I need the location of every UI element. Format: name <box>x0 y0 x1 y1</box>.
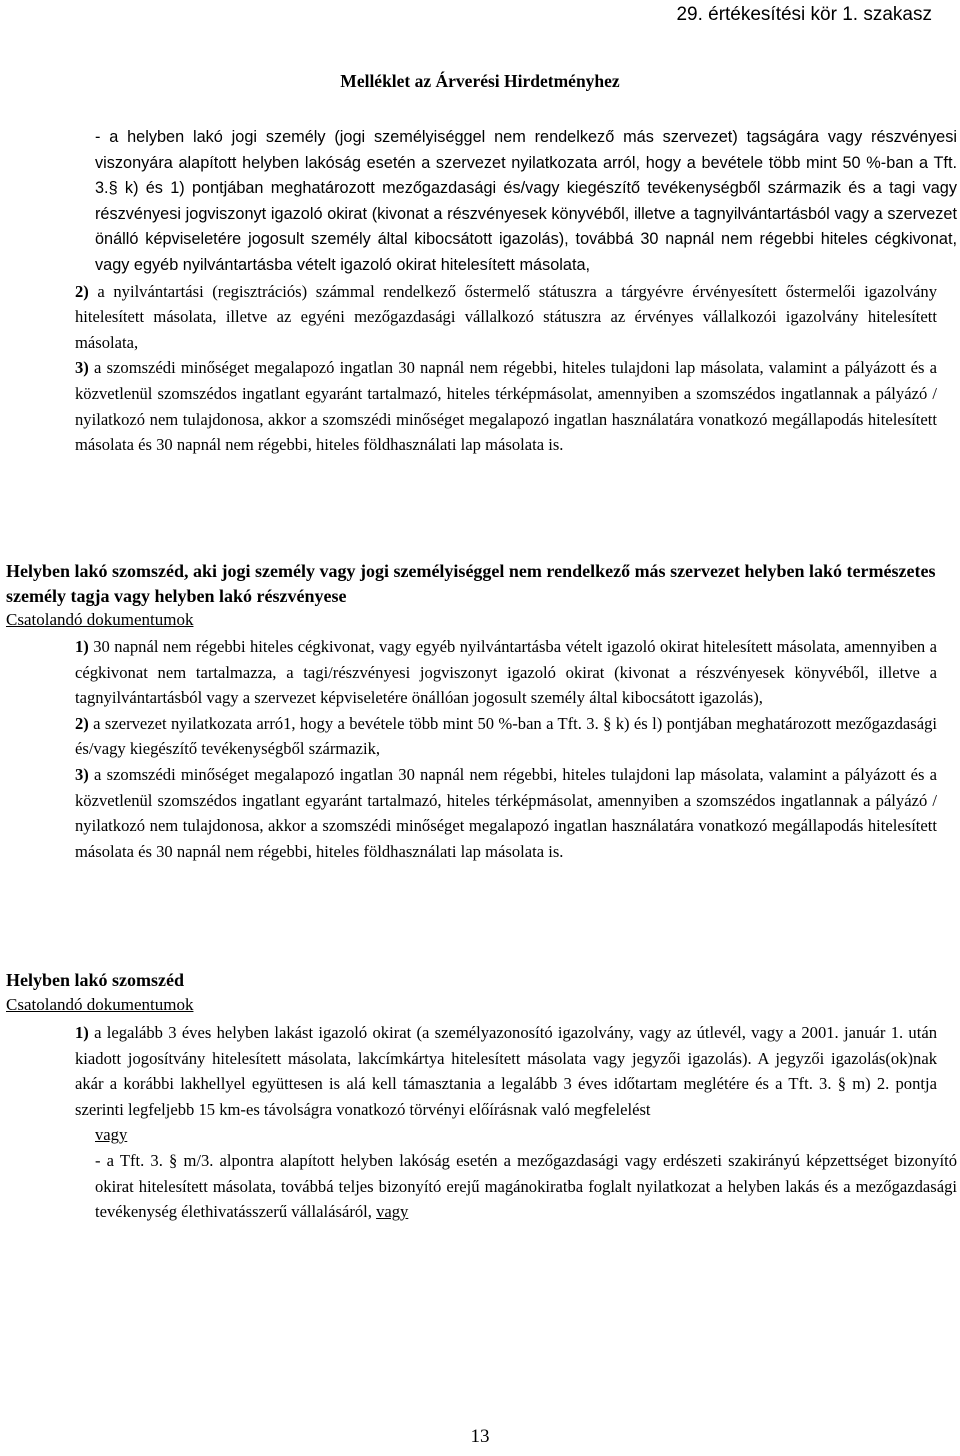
annex-title: Melléklet az Árverési Hirdetményhez <box>340 71 620 91</box>
item-number: 2) <box>75 281 89 301</box>
section-c-items <box>75 1020 957 1225</box>
intro-paragraph <box>95 125 957 279</box>
section-sign: § <box>108 179 118 198</box>
item-text: a nyilvántartási (regisztrációs) számmal rendelkező őstermelő státuszra a tárgyévre érvényesített őstermelői igazolvány hitelesített másolata, illetve az egyéni mezőgazdasági vállalkozó státuszra az érvényes vállalkozói igazolvány hitelesített másolata, <box>75 281 937 352</box>
item-text: a szomszédi minőséget megalapozó ingatlan 30 napnál nem régebbi, hiteles tulajdoni lap másolata, valamint a pályázott és a közvetlenül szomszédos ingatlant egyaránt tartalmazó, hiteles térképmásolat, amennyiben a szomszédos ingatlannak a pályázó / nyilatkozó nem tulajdonosa, akkor a szomszédi minőséget megalapozó ingatlan használatára vonatkozó megállapodás hitelesített másolata és 30 napnál nem régebbi, hiteles földhasználati lap másolata is. <box>75 358 937 455</box>
item-number: 3) <box>75 764 89 784</box>
item-1b-text: - a Tft. 3. § m/3. alpontra alapított helyben lakóság esetén a mezőgazdasági vagy erdészeti szakirányú képzettséget bizonyító okirat hitelesített másolata, továbbá teljes bizonyító erejű magánokiratba foglalt nyilatkozat a helyben lakás és a mezőgazdasági tevékenység élethivatásszerű vállalásáról, <box>95 1150 957 1222</box>
section-title-b: Helyben lakó szomszéd, aki jogi személy vagy jogi személyiséggel nem rendelkező más szervezet helyben lakó természetes személy tagja vagy helyben lakó részvényese <box>6 561 936 606</box>
docs-label-c: Csatolandó dokumentumok <box>6 995 194 1014</box>
section-b-items <box>75 634 957 864</box>
item-number: 1) <box>75 637 89 656</box>
item-text: 30 napnál nem régebbi hiteles cégkivonat, vagy egyéb nyilvántartásba vételt igazoló okirat hitelesített másolata, amennyiben a cégkivonat nem tartalmazza, a tagi/részvényesi jogviszonyt igazoló okirat (kivonat a részvényesek könyvéből, illetve a tagnyilvántartásból vagy a szervezet képviseletére önállóan jogosult személy által kibocsátott igazolás), <box>75 637 937 708</box>
list-item <box>75 762 957 864</box>
item-text: a legalább 3 éves helyben lakást igazoló okirat (a személyazonosító igazolvány, vagy az útlevél, vagy a 2001. január 1. után kiadott jogosítvány hitelesített másolata, lakcímkártya hitelesített másolata vagy jegyzői igazolás). A jegyzői igazolás(ok)nak akár a korábbi lakhellyel együttesen is alá kell támasztania a legalább 3 éves időtartam meglétére és a Tft. 3. § m) 2. pontja szerinti legfeljebb 15 km-es távolságra vonatkozó törvényi előírásnak való megfelelést <box>75 1023 937 1119</box>
intro-text-cont: k) és 1) pontjában meghatározott mezőgazdasági és/vagy kiegészítő tevékenységből származik és a tagi vagy részvényesi jogviszonyt igazoló okirat (kivonat a részvényesek könyvéből, illetve a tagnyilvántartásból vagy a szervezet önálló képviseletére jogosult személy által kibocsátott igazolás), továbbá 30 napnál nem régebbi hiteles cégkivonat, vagy egyéb nyilvántartásba vételt igazoló okirat hitelesített másolata, <box>95 179 957 274</box>
list-item <box>75 279 957 356</box>
item-text: a szervezet nyilatkozata arró1, hogy a bevétele több mint 50 %-ban a Tft. 3. § k) és l) pontjában meghatározott mezőgazdasági és/vagy kiegészítő tevékenységből származik, <box>75 713 937 759</box>
list-item <box>75 634 957 711</box>
round-label: 29. értékesítési kör 1. szakasz <box>676 4 932 25</box>
intro-section <box>75 125 957 458</box>
item-number: 2) <box>75 713 89 733</box>
item-text: a szomszédi minőséget megalapozó ingatlan 30 napnál nem régebbi, hiteles tulajdoni lap másolata, valamint a pályázott és a közvetlenül szomszédos ingatlant egyaránt tartalmazó, hiteles térképmásolat, amennyiben a szomszédos ingatlannak a pályázó / nyilatkozó nem tulajdonosa, akkor a szomszédi minőséget megalapozó ingatlan használatára vonatkozó megállapodás hitelesített másolata és 30 napnál nem régebbi, hiteles földhasználati lap másolata is. <box>75 764 937 861</box>
docs-label-b: Csatolandó dokumentumok <box>6 610 194 629</box>
intro-text: - a helyben lakó jogi személy (jogi személyiséggel nem rendelkező más szervezet) tagságára vagy részvényesi viszonyára alapított helyben lakóság esetén a szervezet nyilatkozata arról, hogy a bevétele több mint 50 %-ban a Tft. 3. <box>95 128 957 198</box>
list-item <box>75 1020 957 1122</box>
list-item <box>75 711 957 762</box>
page-number: 13 <box>470 1426 490 1447</box>
item-number: 3) <box>75 358 89 378</box>
vagy-line <box>95 1122 957 1148</box>
list-item <box>75 355 957 457</box>
vagy-text-end: vagy <box>376 1202 409 1222</box>
vagy-text: vagy <box>95 1125 128 1145</box>
item-number: 1) <box>75 1023 89 1042</box>
item-1b <box>95 1148 957 1225</box>
section-title-c: Helyben lakó szomszéd <box>6 970 184 990</box>
